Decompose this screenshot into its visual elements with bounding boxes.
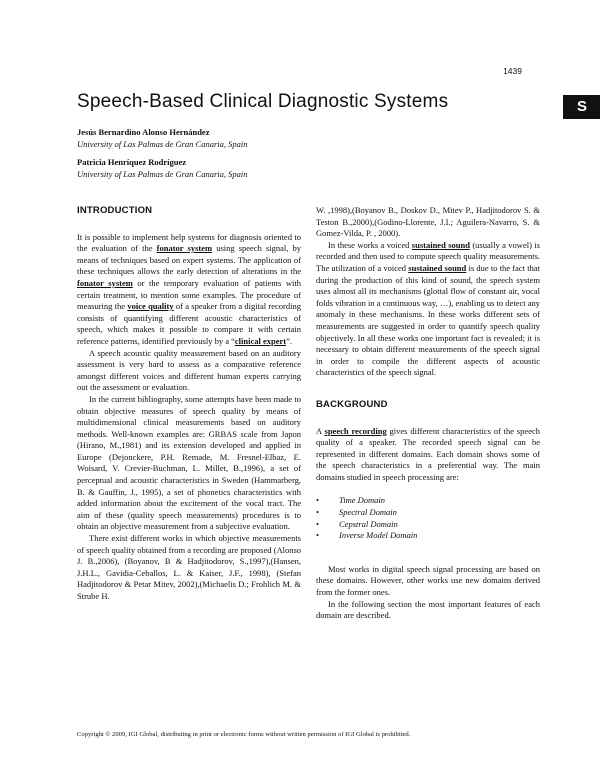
- background-paragraph-3: In the following section the most important features of each domain are described.: [316, 598, 540, 621]
- keyword-link: sustained sound: [411, 239, 470, 250]
- copyright-notice: Copyright © 2009, IGI Global, distributing in print or electronic forms without written permission of IGI Global is prohibited.: [77, 731, 411, 738]
- list-item: • Time Domain: [316, 495, 386, 506]
- intro-paragraph-3: In the current bibliography, some attempts have been made to obtain objective measures of speech quality by means of multidimensional clinical measurements based on auditory methods. Well-known examples are: GRBAS scale from Japon (Hirano, M.,1981) and its extension developed and applied in Europe (Dejonckere, P.H. Remade, M. Fresnel-Elbaz, E. Woisard, V. Crevier-Buchman, L. Millet, B.,1996), a set of perceptual and acoustic characteristics in Sweden (Hammarberg, B. & Gauffin, J., 1995), a set of phonetics characteristics with added information about the excitement of the vocal tract. The aim of these (quality speech measurements) procedures is to obtain an objective measurement from a subjective evaluation.: [77, 393, 301, 532]
- background-paragraph-2: Most works in digital speech signal processing are based on these domains. However, other works use new domains derived from the former ones.: [316, 563, 540, 598]
- intro-paragraph-5: In these works a voiced sustained sound (usually a vowel) is recorded and then used to compute speech quality measurements. The utilization of a voiced sustained sound is due to the fact that during the production of this kind of sound, the speech system uses almost all its mechanisms (glottal flow of constant air, vocal folds vibration in a continuous way, …), enabling us to detect any anomaly in these mechanisms. In these works different sets of measurements are suggested in order to quantify speech quality objectively. In all these works one important fact is revealed; it is necessary to obtain different measurements of the speech signal in order to compile the different aspects of acoustic characteristics of the speech signal.: [316, 239, 540, 378]
- domain-list: [316, 495, 540, 541]
- bullet-icon: •: [316, 530, 319, 541]
- author-affiliation: University of Las Palmas de Gran Canaria, Spain: [77, 169, 248, 179]
- list-item: • Inverse Model Domain: [316, 530, 418, 541]
- background-paragraph-1: A speech recording gives different characteristics of the speech quality of a speaker. The recorded speech signal can be represented in different domains. Each domain shows some of the speech characteristics in a preferential way. The main domains studied in speech processing are:: [316, 425, 541, 482]
- background-heading: BACKGROUND: [316, 398, 388, 410]
- intro-paragraph-4: There exist different works in which objective measurements of speech quality obtained from a recording are proposed (Alonso J. B.,2006), (Boyanov, B & Hadjitodorov, S.,1997),(Hansen, J.H.L., Gavidia-Ceballos, L. & Kaiser, J.F., 1998), (Stefan Hadjitodorov & Petar Mitev, 2002),(Michaelis D.; Frohlich M. & Strube H.: [77, 533, 301, 601]
- keyword-link: speech recording: [324, 425, 387, 436]
- keyword-link: voice quality: [127, 301, 174, 312]
- author-block-1: [77, 126, 247, 150]
- author-block-2: [77, 156, 247, 180]
- right-column: [316, 205, 540, 622]
- keyword-link: fonator system: [156, 243, 213, 254]
- keyword-link: sustained sound: [408, 262, 467, 273]
- keyword-link: fonator system: [77, 277, 133, 288]
- bullet-icon: •: [316, 495, 319, 506]
- bullet-icon: •: [316, 507, 319, 518]
- article-title: Speech-Based Clinical Diagnostic Systems: [77, 91, 449, 112]
- section-letter-tab: S: [563, 95, 600, 119]
- author-name: Jesús Bernardino Alonso Hernández: [77, 127, 210, 137]
- list-item: • Cepstral Domain: [316, 518, 398, 529]
- author-name: Patricia Henríquez Rodríguez: [77, 157, 187, 167]
- intro-paragraph-4-continued: W. ,1998),(Boyanov B., Doskov D., Mitev P., Hadjitodorov S. & Teston B.,2000),(Godino-Llorente, J.I.; Aguilera-Navarro, S. & Gomez-Vilda, P. , 2000).: [316, 205, 540, 239]
- intro-paragraph-1: It is possible to implement help systems for diagnosis oriented to the evaluation of the fonator system using speech signal, by means of techniques based on expert systems. The application of these techniques allows the early detection of alterations in the fonator system or the temporary evaluation of patients with certain treatment, to mention some examples. The procedure of measuring the voice quality of a speaker from a digital recording consists of quantifying different acoustic characteristics of speech, which makes it possible to compare it with certain reference patterns, identified previously by a “clinical expert”.: [77, 231, 301, 346]
- introduction-heading: INTRODUCTION: [77, 205, 153, 216]
- keyword-link: clinical expert: [234, 335, 287, 346]
- left-column: [77, 205, 301, 603]
- page-number: 1439: [503, 66, 522, 76]
- bullet-icon: •: [316, 518, 319, 529]
- author-affiliation: University of Las Palmas de Gran Canaria, Spain: [77, 139, 248, 149]
- list-item: • Spectral Domain: [316, 507, 397, 518]
- intro-paragraph-2: A speech acoustic quality measurement based on an auditory assessment is very hard to assess as a comparative reference amongst different voices and different human experts carrying out the assessment or evaluation.: [77, 347, 301, 393]
